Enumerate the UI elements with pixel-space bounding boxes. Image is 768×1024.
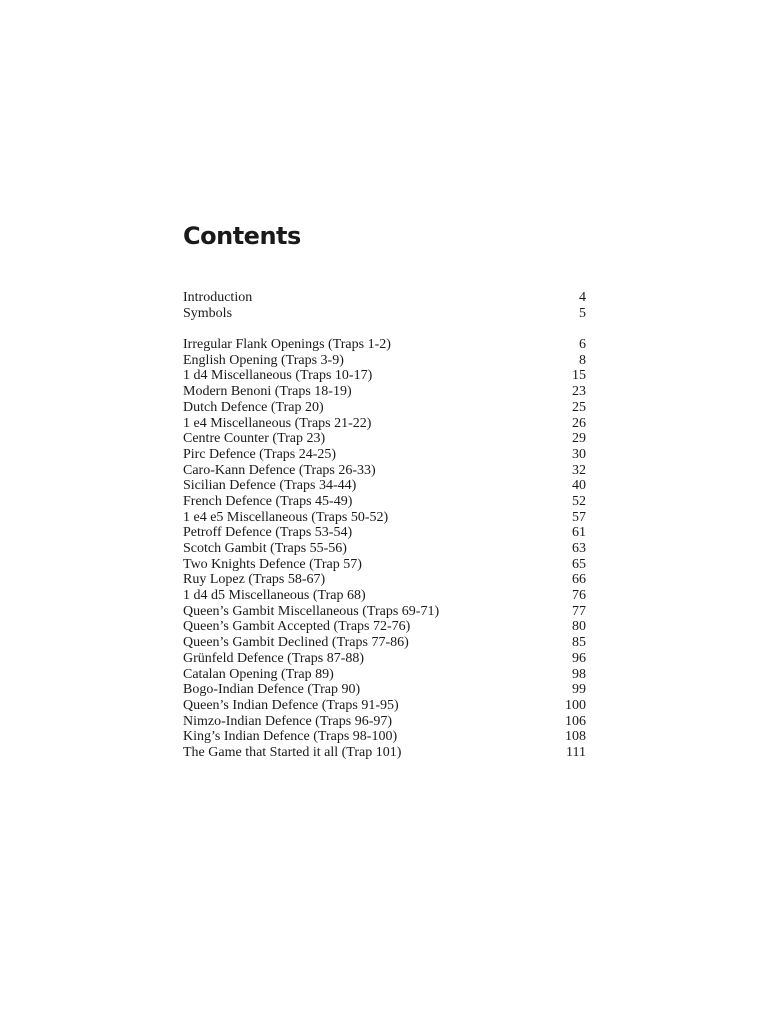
toc-entry-page-number: 23 <box>572 384 586 400</box>
toc-entry <box>183 368 586 384</box>
toc-entry <box>183 306 586 322</box>
toc-entry-title: The Game that Started it all (Trap 101) <box>183 744 402 760</box>
toc-entry-title: 1 d4 d5 Miscellaneous (Trap 68) <box>183 588 366 604</box>
toc-entry <box>183 729 586 745</box>
toc-entry-title: French Defence (Traps 45-49) <box>183 493 353 509</box>
toc-entry-title: Queen’s Gambit Accepted (Traps 72-76) <box>183 619 411 635</box>
toc-entry-page-number: 29 <box>572 431 586 447</box>
toc-entry-title: Dutch Defence (Trap 20) <box>183 399 324 415</box>
toc-entry <box>183 682 586 698</box>
toc-entry <box>183 463 586 479</box>
toc-entry-title: 1 e4 Miscellaneous (Traps 21-22) <box>183 415 372 431</box>
toc-entry-title: Petroff Defence (Traps 53-54) <box>183 525 353 541</box>
toc-entry-page-number: 30 <box>572 446 586 462</box>
toc-entry-title: Two Knights Defence (Trap 57) <box>183 556 362 572</box>
toc-entry-title: Sicilian Defence (Traps 34-44) <box>183 478 357 494</box>
toc-entry <box>183 651 586 667</box>
toc-entry <box>183 478 586 494</box>
toc-entry-page-number: 40 <box>572 478 586 494</box>
toc-entry-page-number: 57 <box>572 509 586 525</box>
toc-entry-page-number: 99 <box>572 682 586 698</box>
chapter-list <box>183 337 586 761</box>
front-matter-list <box>183 290 586 321</box>
toc-entry-page-number: 52 <box>572 493 586 509</box>
toc-entry-page-number: 111 <box>566 744 586 760</box>
toc-entry-page-number: 98 <box>572 666 586 682</box>
toc-entry-title: Introduction <box>183 290 253 305</box>
toc-entry <box>183 745 586 761</box>
toc-entry-page-number: 66 <box>572 572 586 588</box>
toc-entry-page-number: 77 <box>572 603 586 619</box>
toc-entry <box>183 619 586 635</box>
toc-entry-title: Catalan Opening (Trap 89) <box>183 666 334 682</box>
toc-entry <box>183 525 586 541</box>
toc-entry <box>183 431 586 447</box>
toc-entry-page-number: 26 <box>572 415 586 431</box>
page-title: Contents <box>183 222 301 250</box>
toc-entry-page-number: 61 <box>572 525 586 541</box>
toc-entry <box>183 698 586 714</box>
table-of-contents <box>183 290 586 761</box>
toc-entry-title: Queen’s Indian Defence (Traps 91-95) <box>183 697 399 713</box>
toc-entry <box>183 353 586 369</box>
toc-entry-title: Pirc Defence (Traps 24-25) <box>183 446 337 462</box>
toc-entry-title: Modern Benoni (Traps 18-19) <box>183 384 352 400</box>
toc-entry <box>183 384 586 400</box>
toc-entry <box>183 714 586 730</box>
toc-entry-title: Grünfeld Defence (Traps 87-88) <box>183 650 365 666</box>
toc-entry-title: English Opening (Traps 3-9) <box>183 352 344 368</box>
toc-entry-page-number: 80 <box>572 619 586 635</box>
toc-entry-title: Ruy Lopez (Traps 58-67) <box>183 572 326 588</box>
toc-entry-title: Queen’s Gambit Miscellaneous (Traps 69-71) <box>183 603 440 619</box>
toc-entry-title: 1 d4 Miscellaneous (Traps 10-17) <box>183 368 373 384</box>
toc-entry-title: Queen’s Gambit Declined (Traps 77-86) <box>183 635 409 651</box>
toc-entry-page-number: 4 <box>579 290 586 305</box>
toc-entry-title: Symbols <box>183 305 233 321</box>
toc-entry <box>183 400 586 416</box>
toc-entry <box>183 290 586 306</box>
toc-entry-page-number: 5 <box>579 305 586 321</box>
toc-entry <box>183 557 586 573</box>
toc-entry-title: Centre Counter (Trap 23) <box>183 431 326 447</box>
toc-entry <box>183 337 586 353</box>
toc-entry-page-number: 15 <box>572 368 586 384</box>
toc-entry <box>183 447 586 463</box>
toc-entry-page-number: 108 <box>565 729 586 745</box>
toc-entry <box>183 604 586 620</box>
toc-entry <box>183 541 586 557</box>
toc-entry-title: Caro-Kann Defence (Traps 26-33) <box>183 462 376 478</box>
toc-entry <box>183 416 586 432</box>
toc-entry-title: Scotch Gambit (Traps 55-56) <box>183 541 347 556</box>
toc-entry-page-number: 32 <box>572 462 586 478</box>
toc-entry-page-number: 100 <box>565 697 586 713</box>
toc-entry-title: King’s Indian Defence (Traps 98-100) <box>183 729 398 745</box>
toc-entry-title: Nimzo-Indian Defence (Traps 96-97) <box>183 713 393 729</box>
toc-entry-page-number: 76 <box>572 588 586 604</box>
toc-entry-page-number: 96 <box>572 650 586 666</box>
toc-entry-title: Irregular Flank Openings (Traps 1-2) <box>183 337 391 353</box>
toc-entry-page-number: 8 <box>579 352 586 368</box>
toc-entry-page-number: 25 <box>572 399 586 415</box>
toc-entry <box>183 494 586 510</box>
toc-entry <box>183 635 586 651</box>
toc-entry-page-number: 6 <box>579 337 586 353</box>
toc-entry-title: 1 e4 e5 Miscellaneous (Traps 50-52) <box>183 509 389 525</box>
toc-entry <box>183 667 586 683</box>
toc-entry-page-number: 63 <box>572 541 586 556</box>
toc-entry-title: Bogo-Indian Defence (Trap 90) <box>183 682 361 698</box>
toc-entry <box>183 588 586 604</box>
toc-entry <box>183 572 586 588</box>
toc-entry <box>183 510 586 526</box>
toc-entry-page-number: 65 <box>572 556 586 572</box>
toc-entry-page-number: 106 <box>565 713 586 729</box>
toc-entry-page-number: 85 <box>572 635 586 651</box>
